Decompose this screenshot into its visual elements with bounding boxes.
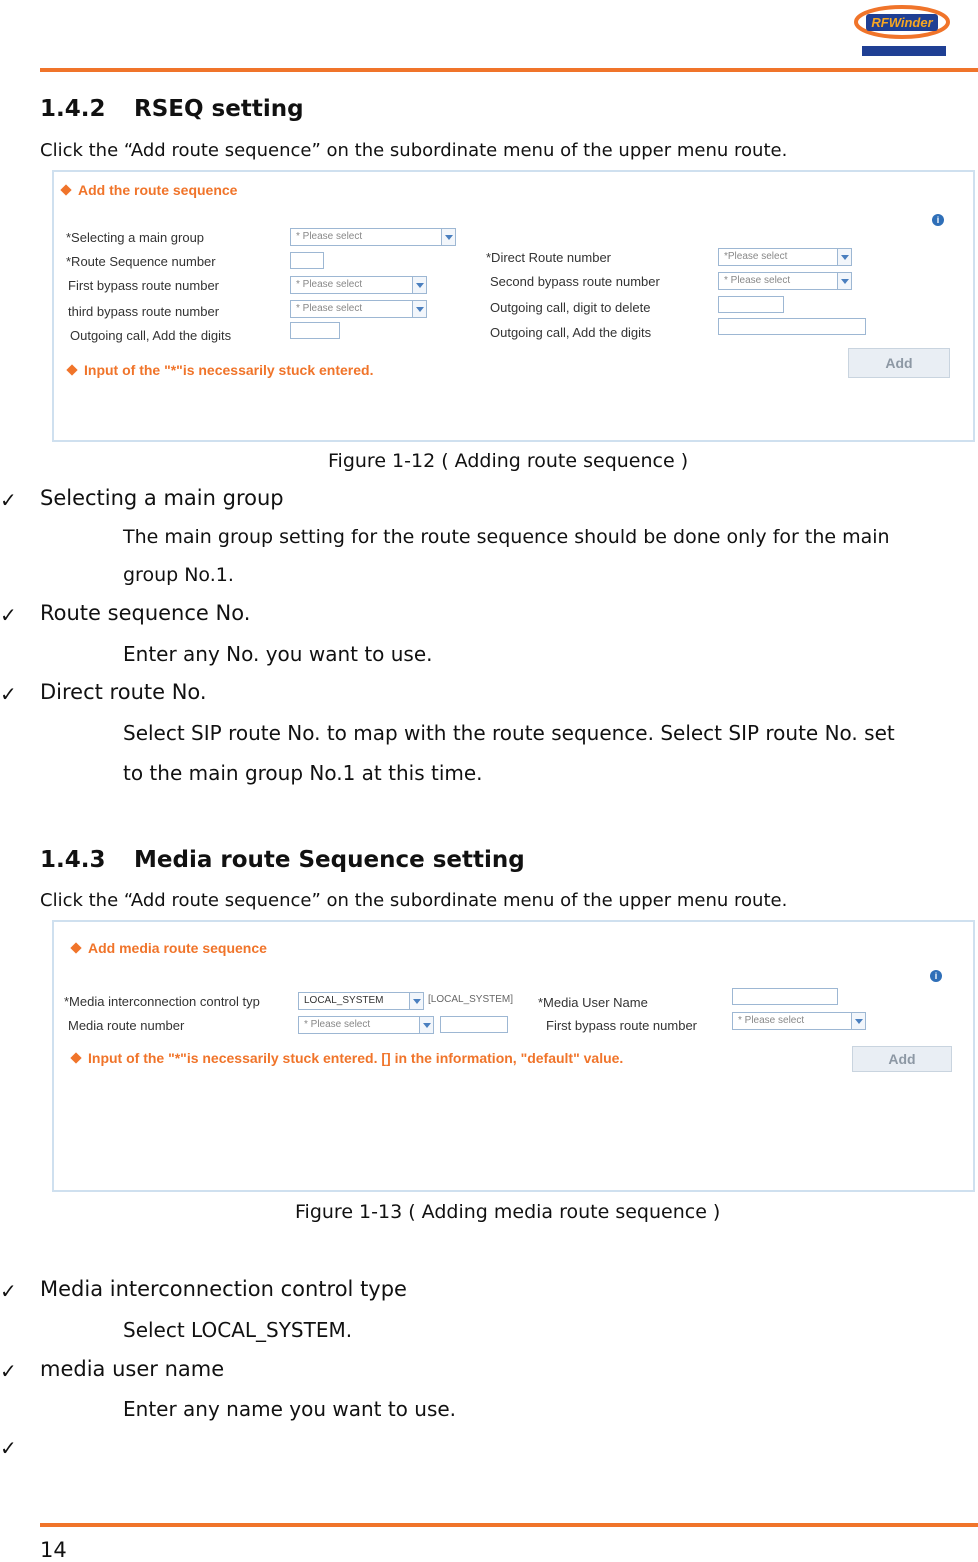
diamond-icon — [70, 942, 81, 953]
check-icon: ✓ — [0, 682, 17, 706]
bullet-title: Media interconnection control type — [40, 1277, 407, 1301]
field-label: *Route Sequence number — [66, 254, 216, 269]
field-label: Outgoing call, Add the digits — [70, 328, 232, 343]
media-route-sequence-screenshot — [52, 920, 975, 1192]
logo-text: RFWinder — [871, 15, 933, 30]
media-route-number-input[interactable] — [440, 1016, 508, 1033]
chevron-down-icon — [412, 277, 426, 293]
field-label: *Selecting a main group — [66, 230, 205, 245]
route-sequence-number-input[interactable] — [290, 252, 324, 269]
media-route-number-select[interactable]: * Please select — [298, 1016, 434, 1034]
field-label: Second bypass route number — [490, 274, 660, 289]
bullet-desc: Enter any name you want to use. — [123, 1397, 457, 1421]
bullet-title: Selecting a main group — [40, 486, 284, 510]
diamond-icon — [60, 184, 71, 195]
required-note: Input of the "*"is necessarily stuck entered. [] in the information, "default" value. — [72, 1050, 623, 1066]
section-number: 1.4.2 — [40, 96, 106, 122]
add-digits-input-right[interactable] — [718, 318, 866, 335]
section-title: RSEQ setting — [134, 96, 304, 122]
section-intro: Click the “Add route sequence” on the subordinate menu of the upper menu route. — [40, 890, 788, 911]
digit-to-delete-input[interactable] — [718, 296, 784, 313]
bullet-desc: The main group setting for the route sequence should be done only for the main — [123, 526, 890, 548]
diamond-icon — [66, 364, 77, 375]
section-number: 1.4.3 — [40, 847, 106, 873]
field-label: Outgoing call, digit to delete — [490, 300, 651, 315]
chevron-down-icon — [409, 993, 423, 1009]
info-icon[interactable]: i — [930, 970, 942, 982]
main-group-select[interactable]: * Please select — [290, 228, 456, 246]
bullet-title: media user name — [40, 1357, 225, 1381]
chevron-down-icon — [851, 1013, 865, 1029]
page-number: 14 — [40, 1538, 67, 1562]
bullet-title: Direct route No. — [40, 680, 207, 704]
first-bypass-select[interactable]: * Please select — [732, 1012, 866, 1030]
header-rule — [40, 68, 978, 72]
first-bypass-select[interactable]: * Please select — [290, 276, 427, 294]
field-label: First bypass route number — [68, 278, 220, 293]
bullet-desc: group No.1. — [123, 564, 234, 586]
chevron-down-icon — [837, 249, 851, 265]
screenshot-title: Add the route sequence — [62, 182, 237, 198]
media-user-name-input[interactable] — [732, 988, 838, 1005]
chevron-down-icon — [837, 273, 851, 289]
bullet-desc: to the main group No.1 at this time. — [123, 761, 483, 785]
check-icon: ✓ — [0, 1359, 17, 1383]
add-digits-input[interactable] — [290, 322, 340, 339]
chevron-down-icon — [441, 229, 455, 245]
screenshot-title: Add media route sequence — [72, 940, 267, 956]
direct-route-select[interactable]: *Please select — [718, 248, 852, 266]
field-label: *Direct Route number — [486, 250, 611, 265]
check-icon: ✓ — [0, 1279, 17, 1303]
bullet-desc: Enter any No. you want to use. — [123, 642, 433, 666]
company-logo — [852, 4, 950, 62]
footer-rule — [40, 1523, 978, 1527]
bullet-title: Route sequence No. — [40, 601, 251, 625]
check-icon: ✓ — [0, 488, 17, 512]
field-label: Outgoing call, Add the digits — [490, 325, 652, 340]
section-intro: Click the “Add route sequence” on the subordinate menu of the upper menu route. — [40, 140, 788, 161]
section-title: Media route Sequence setting — [134, 847, 525, 873]
second-bypass-select[interactable]: * Please select — [718, 272, 852, 290]
field-label: Media route number — [68, 1018, 185, 1033]
add-button[interactable]: Add — [848, 348, 950, 378]
check-icon: ✓ — [0, 1436, 17, 1460]
figure-caption: Figure 1-12 ( Adding route sequence ) — [328, 450, 689, 472]
required-note: Input of the "*"is necessarily stuck entered. — [68, 362, 373, 378]
check-icon: ✓ — [0, 603, 17, 627]
add-button[interactable]: Add — [852, 1046, 952, 1072]
section-heading-1-4-3 — [40, 847, 525, 873]
default-hint: [LOCAL_SYSTEM] — [428, 994, 514, 1005]
field-label: *Media User Name — [538, 995, 648, 1010]
chevron-down-icon — [419, 1017, 433, 1033]
chevron-down-icon — [412, 301, 426, 317]
route-sequence-screenshot — [52, 170, 975, 442]
diamond-icon — [70, 1052, 81, 1063]
figure-caption: Figure 1-13 ( Adding media route sequence ) — [295, 1201, 721, 1223]
info-icon[interactable]: i — [932, 214, 944, 226]
control-type-select[interactable]: LOCAL_SYSTEM — [298, 992, 424, 1010]
third-bypass-select[interactable]: * Please select — [290, 300, 427, 318]
section-heading-1-4-2 — [40, 96, 304, 122]
bullet-desc: Select LOCAL_SYSTEM. — [123, 1318, 353, 1342]
field-label: First bypass route number — [546, 1018, 698, 1033]
bullet-desc: Select SIP route No. to map with the route sequence. Select SIP route No. set — [123, 721, 895, 745]
field-label: *Media interconnection control typ — [64, 994, 260, 1009]
field-label: third bypass route number — [68, 304, 220, 319]
